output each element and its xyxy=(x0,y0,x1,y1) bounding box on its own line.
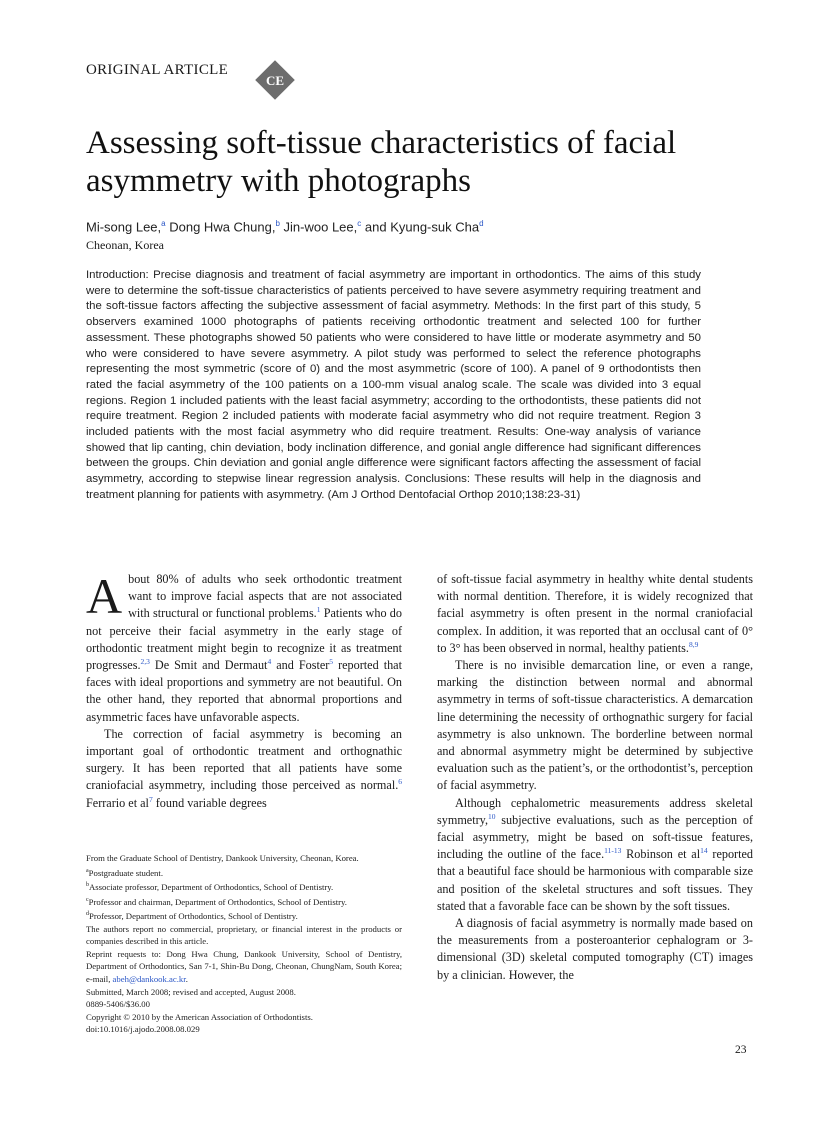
footnote-d: $^d$Professor, Department of Orthodontics, School of Dentistry. xyxy=(86,910,298,921)
footnote-affiliation: From the Graduate School of Dentistry, Dankook University, Cheonan, Korea. xyxy=(86,853,359,863)
ce-badge-icon xyxy=(253,58,297,102)
body-paragraph: About 80% of adults who seek orthodontic treatment want to improve facial aspects that are not associated with structural or functional problems.$^1$ Patients who do not perceive their facial asymmetry in the early stage of orthodontic treatment might begin to recognize it as treatment progresses.$^{2,3}$ De Smit and Dermaut$^4$ and Foster$^5$ reported that faces with ideal proportions and symmetry are not beautiful. On the other hand, they reported that abnormal proportions and asymmetric faces have unfavorable aspects. xyxy=(86,568,402,724)
author-affiliation-mark: a xyxy=(161,219,166,228)
body-column-right xyxy=(437,571,753,984)
body-column-left xyxy=(86,568,402,812)
citation-ref[interactable]: 7 xyxy=(148,794,153,804)
citation-ref[interactable]: 11-13 xyxy=(604,846,622,856)
citation-ref[interactable]: 8,9 xyxy=(688,639,699,649)
citation-ref[interactable]: 4 xyxy=(267,656,272,666)
email-link[interactable]: abeh@dankook.ac.kr xyxy=(112,973,186,984)
footnote-issn: 0889-5406/$36.00 xyxy=(86,999,150,1010)
author-affiliation-mark: d xyxy=(479,219,484,228)
citation-ref[interactable]: 10 xyxy=(488,811,496,821)
author-affiliation-mark: b xyxy=(275,219,280,228)
citation-ref[interactable]: 2,3 xyxy=(140,656,150,666)
section-label: ORIGINAL ARTICLE xyxy=(86,62,229,78)
page-number: 23 xyxy=(735,1044,747,1056)
footnote-doi: doi:10.1016/j.ajodo.2008.08.029 xyxy=(86,1024,200,1035)
author-location: Cheonan, Korea xyxy=(86,238,164,252)
drop-cap: A xyxy=(86,568,123,624)
footnote-reprint: Reprint requests to: Dong Hwa Chung, Dankook University, School of Dentistry, Department of Orthodontics, San 7-1, Shin-Bu Dong, Cheonan, ChungNam, South Korea; e-mail, abeh@dankook.ac.kr. xyxy=(86,948,402,984)
body-paragraph: Although cephalometric measurements address skeletal symmetry,$^{10}$ subjective evaluations, such as the perception of facial asymmetry, might be based on soft-tissue features, including the outline of the face.$^{11-13}$ Robinson et $al^{14}$ reported that a beautiful face should be harmonious with comparable size and position of the skeletal structures and soft tissues. They stated that a favorable face can be shown by the soft tissues. xyxy=(437,795,753,913)
footnote-copyright: Copyright © 2010 by the American Association of Orthodontists. xyxy=(86,1011,313,1022)
author-list xyxy=(86,219,484,234)
citation-ref[interactable]: 6 xyxy=(398,777,402,787)
author-name: Dong Hwa Chung, xyxy=(169,219,276,235)
ce-badge-text: CE xyxy=(265,73,285,88)
footnote-c: $^c$Professor and chairman, Department of Orthodontics, School of Dentistry. xyxy=(86,896,347,907)
author-name: Jin-woo Lee, xyxy=(283,219,358,235)
author-name: and Kyung-suk Cha xyxy=(364,219,480,235)
author-affiliation-mark: c xyxy=(357,219,362,228)
body-paragraph: The correction of facial asymmetry is becoming an important goal of orthodontic treatment and orthognathic surgery. It has been reported that all patients have some craniofacial asymmetry, including those perceived as normal.$^6$ Ferrario et $al^7$ found variable degrees xyxy=(86,726,402,810)
body-paragraph: A diagnosis of facial asymmetry is normally made based on the measurements from a posteroanterior cephalogram or 3-dimensional (3D) skeletal computed tomography (CT) images by a clinician. However, the xyxy=(437,916,753,982)
author-name: Mi-song Lee, xyxy=(86,219,162,235)
footnotes xyxy=(86,852,402,1036)
article-title: Assessing soft-tissue characteristics of facial asymmetry with photographs xyxy=(86,125,677,199)
footnote-disclosure: The authors report no commercial, proprietary, or financial interest in the products or companies described in this article. xyxy=(86,923,402,947)
footnote-a: $^a$Postgraduate student. xyxy=(86,867,163,878)
citation-ref[interactable]: 14 xyxy=(700,846,708,856)
abstract: Introduction: Precise diagnosis and treatment of facial asymmetry are important in orthodontics. The aims of this study were to determine the soft-tissue characteristics of patients perceived to have severe asymmetry requiring treatment and the soft-tissue factors affecting the subjective assessment of facial asymmetry. Methods: In the first part of this study, 5 observers examined 1000 photographs of patients receiving orthodontic treatment and selected 100 for further assessment. These photographs showed 50 patients who were considered to have little or moderate asymmetry and 50 who were considered to have severe asymmetry. A pilot study was performed to select the reference photographs representing the most symmetric (score of 0) and the most asymmetric (score of 100). A panel of 9 orthodontists then rated the facial asymmetry of the 100 patients on a 100-mm visual analog scale. The scale was divided into 3 equal regions. Region 1 included patients with the least facial asymmetry; according to the orthodontists, these patients did not require treatment. Region 2 included patients with moderate facial asymmetry who did not require treatment. Region 3 included patients with the most facial asymmetry who did require treatment. Results: One-way analysis of variance showed that lip canting, chin deviation, body inclination difference, and gonial angle difference had significant differences between the groups. Chin deviation and gonial angle difference were significant factors affecting the assessment of facial asymmetry, according to stepwise linear regression analysis. Conclusions: These results will help in the diagnosis and treatment planning for patients with asymmetry. (Am J Orthod Dentofacial Orthop 2010;138:23-31) xyxy=(86,269,701,501)
footnote-b: $^b$Associate professor, Department of Orthodontics, School of Dentistry. xyxy=(86,881,334,892)
citation-ref[interactable]: 1 xyxy=(316,605,321,615)
footnote-submitted: Submitted, March 2008; revised and accepted, August 2008. xyxy=(86,986,296,997)
body-paragraph: There is no invisible demarcation line, or even a range, marking the distinction between normal and abnormal asymmetry in terms of soft-tissue characteristics. A demarcation line determining the necessity of orthognathic surgery for facial asymmetry is also unknown. The borderline between normal and abnormal asymmetry might be determined by subjective evaluation such as the patient’s, or the orthodontist’s, perception of facial asymmetry. xyxy=(437,658,753,793)
body-paragraph: of soft-tissue facial asymmetry in healthy white dental students with normal dentition. Therefore, it is widely recognized that facial asymmetry is often present in the normal craniofacial complex. In addition, it was reported that an occlusal cant of 0° to 3° has been observed in normal, healthy patients.$^{8,9}$ xyxy=(437,572,753,655)
citation-ref[interactable]: 5 xyxy=(329,656,334,666)
